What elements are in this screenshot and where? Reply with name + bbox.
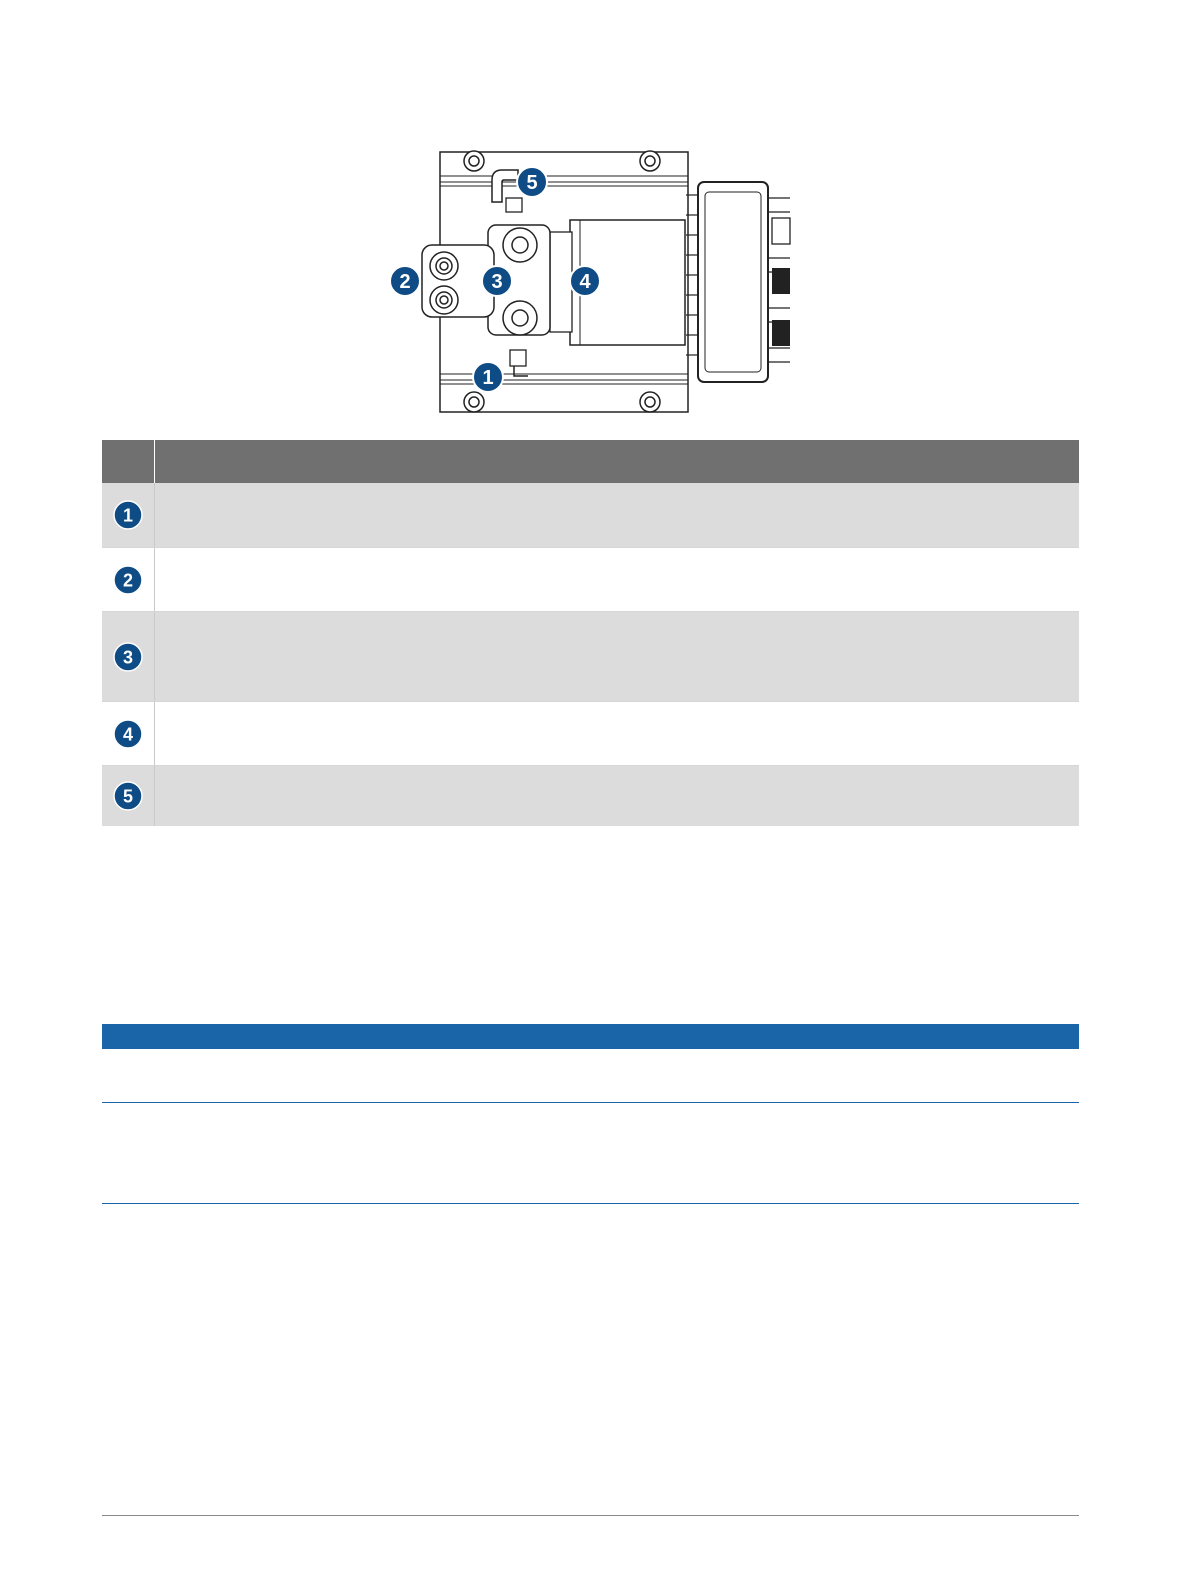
- table-row: [102, 612, 1079, 702]
- row-number-cell: [102, 766, 155, 826]
- svg-text:5: 5: [122, 786, 134, 807]
- callout-badge-4: [113, 719, 143, 749]
- table-row: [102, 702, 1079, 766]
- callout-badge-5: [113, 781, 143, 811]
- svg-text:1: 1: [482, 367, 494, 389]
- svg-text:1: 1: [122, 505, 134, 526]
- row-number-cell: [102, 612, 155, 701]
- table-row: [102, 766, 1079, 826]
- row-number-cell: [102, 483, 155, 547]
- svg-text:3: 3: [122, 647, 134, 667]
- callout-table: [102, 440, 1079, 826]
- table-row: [102, 548, 1079, 612]
- svg-text:3: 3: [491, 271, 503, 293]
- svg-text:2: 2: [122, 570, 134, 590]
- section-divider: [102, 1102, 1079, 1103]
- callout-1: [473, 362, 503, 392]
- svg-text:4: 4: [579, 271, 591, 293]
- table-row: [102, 483, 1079, 548]
- pump-assembly-figure: [380, 140, 820, 425]
- section-header-bar: [102, 1024, 1079, 1049]
- row-number-cell: [102, 702, 155, 765]
- callout-2: [390, 266, 420, 296]
- callout-badge-2: [113, 565, 143, 595]
- callout-badge-1: [113, 500, 143, 530]
- svg-text:2: 2: [399, 271, 411, 293]
- callout-3: [482, 266, 512, 296]
- callout-table-header: [102, 440, 1079, 483]
- callout-badge-3: [113, 642, 143, 672]
- header-item-cell: [102, 440, 155, 483]
- figure-callouts: [380, 140, 820, 425]
- section-divider: [102, 1203, 1079, 1204]
- row-number-cell: [102, 548, 155, 611]
- footer-divider: [102, 1515, 1079, 1516]
- svg-text:5: 5: [526, 172, 538, 194]
- callout-4: [570, 266, 600, 296]
- callout-5: [517, 167, 547, 197]
- svg-text:4: 4: [122, 724, 134, 744]
